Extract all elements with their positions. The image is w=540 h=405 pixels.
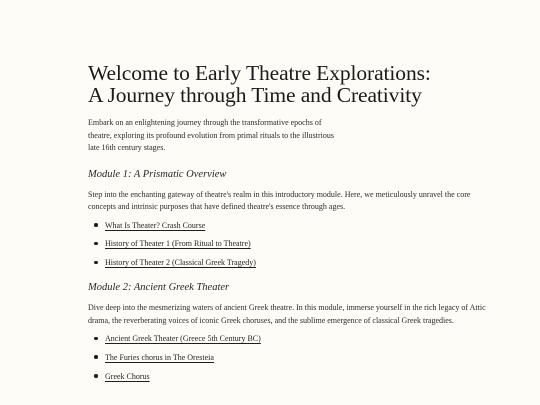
module-1-description: Step into the enchanting gateway of theatre's realm in this introductory module. Here, we meticulously unravel the core concepts and intrinsic purposes that have defined theatre's essence through ages. — [88, 189, 471, 211]
module-1-section — [88, 168, 500, 269]
module-2-heading: Module 2: Ancient Greek Theater — [88, 282, 230, 294]
link-history-of-theater-1[interactable]: History of Theater 1 (From Ritual to Theatre) — [105, 239, 251, 249]
page-title: Welcome to Early Theatre Explorations: A Journey through Time and Creativity — [88, 61, 431, 107]
main-content — [88, 62, 500, 389]
bullet-icon — [94, 355, 98, 359]
list-item — [88, 257, 500, 268]
list-item — [88, 352, 500, 363]
module-1-heading: Module 1: A Prismatic Overview — [88, 168, 227, 180]
bullet-icon — [94, 242, 98, 246]
list-item — [88, 238, 500, 249]
link-what-is-theater[interactable]: What Is Theater? Crash Course — [105, 220, 206, 230]
list-item — [88, 333, 500, 344]
module-2-description: Dive deep into the mesmerizing waters of ancient Greek theatre. In this module, immerse yourself in the rich legacy of Attic drama, the reverberating voices of iconic Greek choruses, and the sublime emergence of classical Greek tragedies. — [88, 303, 486, 325]
link-ancient-greek-theater[interactable]: Ancient Greek Theater (Greece 5th Century BC) — [105, 334, 261, 344]
bullet-icon — [94, 223, 98, 227]
list-item — [88, 371, 500, 382]
module-2-link-list — [88, 333, 500, 382]
bullet-icon — [94, 374, 98, 378]
module-1-link-list — [88, 220, 500, 269]
link-history-of-theater-2[interactable]: History of Theater 2 (Classical Greek Tragedy) — [105, 258, 256, 268]
module-2-section — [88, 281, 500, 382]
bullet-icon — [94, 337, 98, 341]
intro-paragraph: Embark on an enlightening journey through the transformative epochs of theatre, exploring its profound evolution from primal rituals to the illustrious late 16th century stages. — [88, 118, 334, 152]
list-item — [88, 220, 500, 231]
link-greek-chorus[interactable]: Greek Chorus — [105, 371, 150, 381]
link-furies-chorus[interactable]: The Furies chorus in The Oresteia — [105, 352, 214, 362]
bullet-icon — [94, 261, 98, 265]
